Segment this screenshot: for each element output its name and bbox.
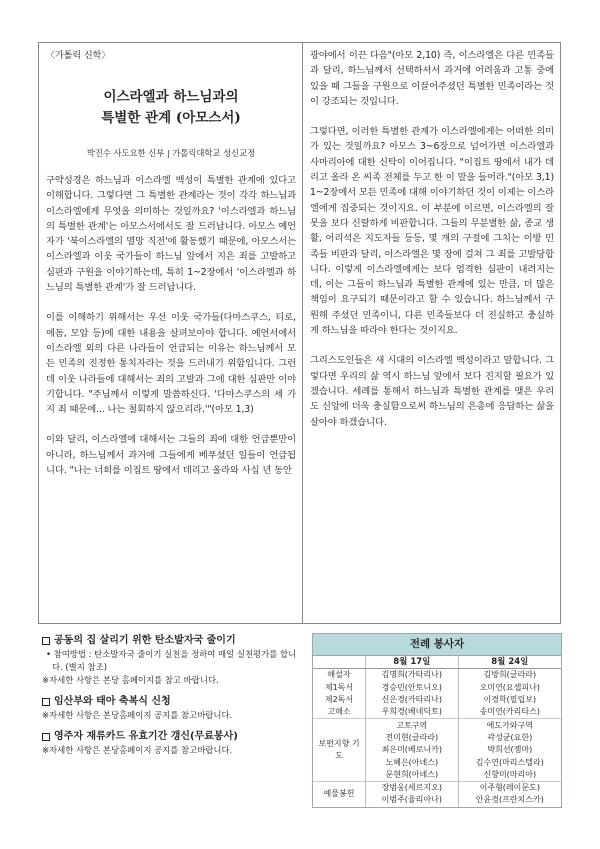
square-bullet-icon <box>42 698 50 706</box>
schedule-date-2: 8월 24일 <box>458 656 561 669</box>
paragraph: 그렇다면, 이러한 특별한 관계가 이스라엘에게는 어떠한 의미가 있는 것일까요? 아모스 3~6장으로 넘어가면 이스라엘과 사마리아에 대한 신탁이 이어집니다. "이집트 땅에서 내가 데리고 올라 온 씨족 전체를 두고 한 이 말을 들어라."(아모 3,1) 1~2장에서 모든 민족에 대해 이야기하던 것이 이제는 이스라엘에게 집중되는 것이지요. 이 부분에 이르면, 이스라엘의 잘못을 보다 신랄하게 비판합니다. 그들의 무분별한 삶, 종교 생활, 어리석은 지도자들 등등, 몇 개의 구절에 그치는 이방 민족들 비판과 달리, 이스라엘은 몇 장에 걸쳐 그 죄를 고발당합니다. 이렇게 이스라엘에게는 보다 엄격한 심판이 내려지는데, 이는 그들이 하느님과 특별한 관계에 있는 만큼, 더 많은 책임이 요구되기 때문이라고 할 수 있습니다. 하느님께서 구원해 주셨던 민족이니, 다른 민족들보다 더 진실하고 충실하게 하느님을 따라야 한다는 것이지요. <box>310 126 554 337</box>
notices <box>42 634 300 757</box>
server-name: 박희선(젬마) <box>487 745 533 755</box>
square-bullet-icon <box>42 733 50 741</box>
schedule-title: 전례 봉사자 <box>313 634 561 656</box>
server-name: 이주형(레이문도) <box>458 781 561 794</box>
paragraph: 이와 달리, 이스라엘에 대해서는 그들의 죄에 대한 언급뿐만이 아니라, 하느님께서 과거에 그들에게 베푸셨던 일들이 언급됩니다. "나는 너희를 이집트 땅에서 데리고 올라와 사십 년 동안 <box>46 434 296 477</box>
district-label: 에도가와구역 <box>458 719 561 732</box>
server-name: 오미연(요셉피나) <box>479 682 540 692</box>
server-name: 안윤경(프란치스카) <box>475 795 544 805</box>
role-label: 해설자 <box>313 669 366 682</box>
role-label: 제1독서 <box>313 682 366 694</box>
schedule-table <box>313 656 561 807</box>
server-name: 전미현(글라라) <box>366 732 459 744</box>
notice-text: ※자세한 사항은 본당홈페이지 공지를 참고바랍니다. <box>42 710 233 720</box>
server-name: 김방희(글라라) <box>483 670 537 680</box>
server-name: 이경학(필립보) <box>483 695 537 705</box>
server-name: 김명희(가타리나) <box>366 669 459 682</box>
schedule-date-1: 8월 17일 <box>366 656 459 669</box>
article-category: 〈가톨릭 신학〉 <box>46 51 111 61</box>
paragraph: 그리스도인들은 새 시대의 이스라엘 백성이라고 말합니다. 그렇다면 우리의 삶 역시 하느님 앞에서 보다 진지할 필요가 있겠습니다. 세례를 통해서 하느님과 특별한 관계를 맺은 우리도 신앙에 더욱 충실함으로써 하느님의 은총에 응답하는 삶을 살아야 하겠습니다. <box>310 355 554 428</box>
article-author: 박진수 사도요한 신부 | 가톨릭대학교 성신교정 <box>86 148 256 158</box>
server-name: 최은미(베로니카) <box>366 744 459 756</box>
paragraph: 구약성경은 하느님과 이스라엘 백성이 특별한 관계에 있다고 이해합니다. 그렇다면 그 특별한 관계라는 것이 각각 하느님과 이스라엘에게 무엇을 의미하는 것일까요? '이스라엘과 하느님의 특별한 관계'는 아모스서에서도 잘 드러납니다. 아모스 예언자가 '북이스라엘의 멸망 직전'에 활동했기 때문에, 아모스서는 이스라엘과 이웃 국가들이 하느님 앞에서 지은 죄를 고발하고 심판과 구원을 이야기하는데, 특히 1~2장에서 '이스라엘과 하느님의 특별한 관계'가 잘 드러납니다. <box>46 175 296 294</box>
article-title <box>46 87 296 129</box>
server-name: 김수연(마리스텔라) <box>475 757 544 767</box>
title-line-2: 특별한 관계 (아모스서) <box>101 110 241 126</box>
column-divider <box>302 42 303 624</box>
square-bullet-icon <box>42 637 50 645</box>
title-line-1: 이스라엘과 하느님과의 <box>103 89 239 105</box>
server-name: 곽성균(요한) <box>487 732 533 742</box>
role-label: 고해소 <box>313 706 366 719</box>
notice-heading: 공동의 집 살리기 위한 탄소발자국 줄이기 <box>54 635 236 646</box>
server-name: 장범웅(세르지오) <box>366 781 459 794</box>
role-label: 제2독서 <box>313 694 366 706</box>
article-left-column <box>46 48 296 478</box>
server-name: 신향미(마리아) <box>483 769 537 779</box>
notice <box>42 695 300 722</box>
notice-text: ※자세한 사항은 본당 홈페이지를 참고 바랍니다. <box>42 675 219 685</box>
server-name: 노혜은(아녜스) <box>366 756 459 768</box>
role-label: 예물봉헌 <box>313 781 366 806</box>
server-name: 우희경(베네딕토) <box>366 706 459 719</box>
notice-text: ※자세한 사항은 본당홈페이지 공지를 참고바랍니다. <box>42 745 233 755</box>
server-name: 문현희(아녜스) <box>366 769 459 782</box>
paragraph: 이를 이해하기 위해서는 우선 이웃 국가들(다마스쿠스, 티로, 에돔, 모압 등)에 대한 내용을 살펴보아야 합니다. 예언서에서 이스라엘 외의 다른 나라들이 언급되는 이유는 하느님께서 모든 민족의 진정한 통치자라는 것을 드러내기 위함입니다. 그런데 이웃 나라들에 대해서는 죄의 고발과 그에 대한 심판만 이야기합니다. "주님께서 이렇게 말씀하신다. '다마스쿠스의 세 가지 죄 때문에... 나는 철회하지 않으리라.'"(아모 1,3) <box>46 312 296 416</box>
server-name: 이범주(율리아나) <box>366 794 459 806</box>
role-label: 보편지향 기 도 <box>313 719 366 781</box>
notice <box>42 730 300 757</box>
notice-heading: 영주자 재류카드 유효기간 갱신(무료봉사) <box>54 731 238 742</box>
liturgy-schedule <box>312 633 562 808</box>
server-name: 경승민(안토니오) <box>366 682 459 694</box>
paragraph: 광야에서 이끈 다음"(아모 2,10) 즉, 이스라엘은 다른 민족들과 달리, 하느님께서 선택하셔서 과거에 어려움과 고통 중에 있을 때 그들을 구원으로 이끌어주셨던 특별한 민족이라는 것이 강조되는 것입니다. <box>310 50 554 107</box>
notice-text: • 참여방법 : 탄소발자국 줄이기 실천을 정하여 매일 실천평가를 합니다. (별지 참조) <box>46 649 297 672</box>
server-name: 송미연(카리타스) <box>479 707 540 717</box>
district-label: 고토구역 <box>366 719 459 732</box>
notice <box>42 634 300 687</box>
notice-heading: 임산부와 태아 축복식 신청 <box>54 696 171 707</box>
server-name: 신은경(카타리나) <box>366 694 459 706</box>
article-right-column <box>310 48 554 430</box>
